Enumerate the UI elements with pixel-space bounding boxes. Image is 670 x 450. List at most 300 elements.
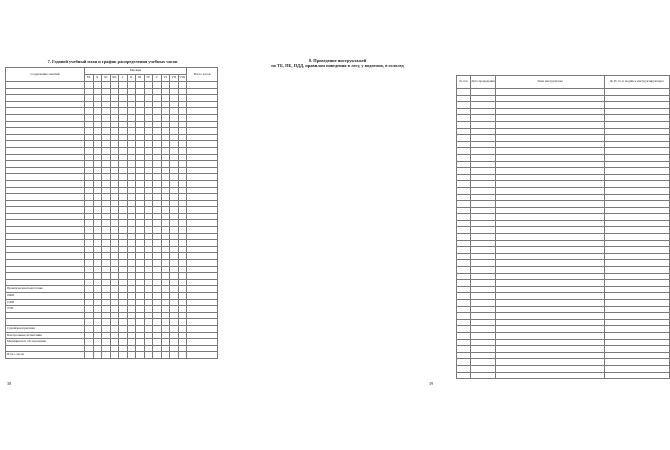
- plan-cell: [127, 200, 136, 207]
- plan-cell: [144, 325, 153, 332]
- plan-cell: [153, 260, 162, 267]
- plan-cell: [93, 319, 102, 326]
- instruction-cell: [457, 194, 471, 201]
- instruction-cell: [457, 115, 471, 122]
- plan-row-label: [6, 246, 85, 253]
- instruction-cell: [471, 326, 496, 333]
- instruction-row: [457, 89, 670, 96]
- instruction-cell: [496, 121, 605, 128]
- instruction-cell: [457, 359, 471, 366]
- month-header: V: [153, 75, 162, 82]
- instruction-cell: [496, 128, 605, 135]
- instruction-row: [457, 187, 670, 194]
- plan-cell: [127, 161, 136, 168]
- plan-cell: [153, 147, 162, 154]
- plan-cell: [85, 293, 94, 300]
- plan-cell: [110, 332, 119, 339]
- plan-cell: [187, 319, 218, 326]
- plan-cell: [187, 154, 218, 161]
- instruction-row: [457, 168, 670, 175]
- plan-cell: [85, 88, 94, 95]
- plan-cell: [178, 253, 187, 260]
- instruction-cell: [471, 108, 496, 115]
- instruction-cell: [457, 108, 471, 115]
- plan-cell: [119, 147, 128, 154]
- plan-cell: [187, 260, 218, 267]
- plan-cell: [144, 95, 153, 102]
- plan-cell: [144, 128, 153, 135]
- plan-cell: [170, 319, 179, 326]
- instruction-cell: [471, 359, 496, 366]
- plan-cell: [170, 207, 179, 214]
- plan-cell: [110, 88, 119, 95]
- plan-row-label: [6, 141, 85, 148]
- plan-cell: [170, 339, 179, 346]
- plan-row: [6, 121, 218, 128]
- plan-row-label: Медицинское обследование: [6, 339, 85, 346]
- plan-cell: [161, 345, 170, 352]
- instruction-cell: [496, 313, 605, 320]
- plan-cell: [102, 167, 111, 174]
- plan-cell: [144, 260, 153, 267]
- instruction-cell: [471, 194, 496, 201]
- plan-cell: [170, 154, 179, 161]
- plan-cell: [153, 332, 162, 339]
- plan-cell: [119, 187, 128, 194]
- plan-row: [6, 141, 218, 148]
- plan-cell: [187, 95, 218, 102]
- plan-cell: [110, 306, 119, 313]
- instruction-cell: [496, 339, 605, 346]
- plan-cell: [136, 325, 145, 332]
- plan-cell: [161, 306, 170, 313]
- plan-cell: [93, 141, 102, 148]
- plan-cell: [136, 266, 145, 273]
- plan-cell: [85, 121, 94, 128]
- plan-cell: [170, 227, 179, 234]
- instruction-cell: [471, 207, 496, 214]
- instruction-cell: [457, 214, 471, 221]
- plan-cell: [119, 101, 128, 108]
- plan-cell: [93, 200, 102, 207]
- plan-cell: [178, 187, 187, 194]
- instruction-cell: [605, 306, 670, 313]
- plan-cell: [110, 108, 119, 115]
- instruction-cell: [457, 313, 471, 320]
- plan-cell: [93, 187, 102, 194]
- plan-cell: [102, 154, 111, 161]
- plan-row-label: [6, 88, 85, 95]
- instruction-cell: [605, 181, 670, 188]
- plan-cell: [153, 134, 162, 141]
- instruction-cell: [605, 234, 670, 241]
- plan-cell: [161, 299, 170, 306]
- plan-cell: [178, 345, 187, 352]
- left-page: [0, 0, 225, 450]
- plan-cell: [187, 180, 218, 187]
- instruction-cell: [471, 319, 496, 326]
- instruction-cell: [457, 253, 471, 260]
- month-header: XI: [102, 75, 111, 82]
- plan-row: [6, 246, 218, 253]
- instruction-cell: [471, 306, 496, 313]
- plan-cell: [187, 279, 218, 286]
- plan-cell: [144, 299, 153, 306]
- plan-cell: [102, 174, 111, 181]
- plan-cell: [85, 339, 94, 346]
- plan-cell: [119, 279, 128, 286]
- instruction-cell: [496, 240, 605, 247]
- plan-cell: [161, 101, 170, 108]
- plan-cell: [136, 207, 145, 214]
- plan-cell: [144, 253, 153, 260]
- plan-cell: [136, 279, 145, 286]
- plan-cell: [170, 332, 179, 339]
- plan-cell: [93, 167, 102, 174]
- plan-cell: [85, 273, 94, 280]
- plan-cell: [144, 352, 153, 359]
- plan-cell: [119, 253, 128, 260]
- plan-cell: [102, 147, 111, 154]
- plan-cell: [144, 312, 153, 319]
- plan-cell: [102, 207, 111, 214]
- plan-row-label: [6, 82, 85, 89]
- plan-cell: [102, 88, 111, 95]
- plan-cell: [102, 240, 111, 247]
- instruction-cell: [496, 326, 605, 333]
- instruction-cell: [457, 207, 471, 214]
- plan-row-label: Итого часов: [6, 352, 85, 359]
- instruction-cell: [605, 89, 670, 96]
- plan-cell: [161, 266, 170, 273]
- plan-cell: [110, 213, 119, 220]
- plan-cell: [110, 345, 119, 352]
- plan-cell: [102, 194, 111, 201]
- instruction-cell: [457, 286, 471, 293]
- plan-cell: [161, 154, 170, 161]
- plan-cell: [136, 134, 145, 141]
- instruction-cell: [471, 174, 496, 181]
- plan-row-label: [6, 174, 85, 181]
- plan-cell: [161, 128, 170, 135]
- plan-cell: [170, 82, 179, 89]
- plan-row-label: [6, 273, 85, 280]
- plan-cell: [170, 180, 179, 187]
- plan-row: [6, 339, 218, 346]
- plan-cell: [178, 200, 187, 207]
- plan-cell: [93, 260, 102, 267]
- plan-cell: [102, 319, 111, 326]
- plan-cell: [93, 306, 102, 313]
- instruction-cell: [471, 247, 496, 254]
- plan-cell: [85, 194, 94, 201]
- instruction-cell: [605, 346, 670, 353]
- plan-cell: [178, 266, 187, 273]
- plan-cell: [127, 312, 136, 319]
- plan-cell: [93, 246, 102, 253]
- plan-row: [6, 220, 218, 227]
- plan-cell: [110, 187, 119, 194]
- plan-cell: [161, 141, 170, 148]
- plan-row-label: [6, 180, 85, 187]
- plan-row-label: [6, 260, 85, 267]
- plan-row-label: [6, 200, 85, 207]
- instruction-cell: [471, 95, 496, 102]
- instruction-cell: [605, 194, 670, 201]
- month-header: VII: [170, 75, 179, 82]
- plan-row: [6, 293, 218, 300]
- instruction-cell: [496, 247, 605, 254]
- plan-cell: [178, 306, 187, 313]
- instruction-row: [457, 148, 670, 155]
- instruction-cell: [496, 234, 605, 241]
- plan-cell: [187, 220, 218, 227]
- plan-row-label: [6, 213, 85, 220]
- plan-cell: [170, 200, 179, 207]
- plan-cell: [85, 253, 94, 260]
- plan-row: [6, 167, 218, 174]
- plan-cell: [93, 325, 102, 332]
- instruction-cell: [605, 148, 670, 155]
- plan-cell: [153, 101, 162, 108]
- instruction-cell: [496, 306, 605, 313]
- instruction-row: [457, 339, 670, 346]
- plan-cell: [127, 180, 136, 187]
- instruction-cell: [605, 332, 670, 339]
- plan-cell: [161, 167, 170, 174]
- plan-cell: [85, 141, 94, 148]
- plan-cell: [178, 213, 187, 220]
- plan-cell: [187, 167, 218, 174]
- months-group-header: Месяцы: [85, 68, 187, 75]
- plan-cell: [85, 227, 94, 234]
- instruction-cell: [496, 253, 605, 260]
- instruction-cell: [496, 293, 605, 300]
- instruction-cell: [457, 181, 471, 188]
- plan-cell: [127, 227, 136, 234]
- plan-cell: [170, 253, 179, 260]
- plan-cell: [178, 82, 187, 89]
- instruction-cell: [496, 141, 605, 148]
- instruction-row: [457, 115, 670, 122]
- plan-cell: [85, 95, 94, 102]
- plan-cell: [85, 174, 94, 181]
- plan-cell: [153, 299, 162, 306]
- instruction-row: [457, 372, 670, 379]
- plan-cell: [136, 273, 145, 280]
- plan-cell: [136, 260, 145, 267]
- plan-cell: [170, 167, 179, 174]
- instruction-cell: [457, 161, 471, 168]
- plan-cell: [178, 246, 187, 253]
- plan-cell: [110, 325, 119, 332]
- instruction-cell: [605, 247, 670, 254]
- plan-cell: [153, 174, 162, 181]
- plan-cell: [102, 134, 111, 141]
- plan-row-label: [6, 187, 85, 194]
- instruction-cell: [457, 174, 471, 181]
- plan-cell: [127, 279, 136, 286]
- plan-cell: [136, 187, 145, 194]
- instruction-cell: [605, 168, 670, 175]
- instruction-row: [457, 207, 670, 214]
- plan-cell: [93, 82, 102, 89]
- instruction-cell: [496, 260, 605, 267]
- month-header: VIII: [178, 75, 187, 82]
- plan-row: [6, 345, 218, 352]
- plan-cell: [136, 128, 145, 135]
- plan-cell: [153, 154, 162, 161]
- plan-cell: [136, 200, 145, 207]
- plan-cell: [178, 233, 187, 240]
- plan-cell: [119, 128, 128, 135]
- instruction-cell: [605, 240, 670, 247]
- plan-cell: [178, 273, 187, 280]
- plan-cell: [170, 147, 179, 154]
- plan-cell: [187, 141, 218, 148]
- month-header: VI: [161, 75, 170, 82]
- plan-cell: [170, 293, 179, 300]
- plan-cell: [161, 260, 170, 267]
- plan-cell: [187, 266, 218, 273]
- plan-cell: [102, 306, 111, 313]
- instruction-cell: [496, 115, 605, 122]
- plan-cell: [187, 339, 218, 346]
- plan-cell: [85, 240, 94, 247]
- plan-cell: [119, 194, 128, 201]
- plan-cell: [136, 240, 145, 247]
- plan-cell: [187, 213, 218, 220]
- plan-cell: [102, 141, 111, 148]
- plan-cell: [187, 299, 218, 306]
- instruction-cell: [605, 253, 670, 260]
- plan-row: [6, 299, 218, 306]
- plan-row: [6, 82, 218, 89]
- plan-cell: [178, 180, 187, 187]
- plan-cell: [161, 332, 170, 339]
- plan-cell: [161, 82, 170, 89]
- instruction-cell: [471, 168, 496, 175]
- plan-cell: [178, 161, 187, 168]
- plan-row: [6, 332, 218, 339]
- plan-cell: [144, 147, 153, 154]
- instruction-row: [457, 300, 670, 307]
- instruction-cell: [457, 247, 471, 254]
- instruction-cell: [605, 161, 670, 168]
- instruction-row: [457, 154, 670, 161]
- plan-cell: [127, 128, 136, 135]
- instruction-cell: [471, 260, 496, 267]
- plan-cell: [153, 246, 162, 253]
- instruction-cell: [496, 161, 605, 168]
- plan-row: [6, 207, 218, 214]
- month-header: XII: [110, 75, 119, 82]
- plan-cell: [110, 220, 119, 227]
- plan-cell: [102, 312, 111, 319]
- instruction-cell: [605, 115, 670, 122]
- plan-cell: [85, 108, 94, 115]
- instruction-cell: [605, 339, 670, 346]
- plan-cell: [178, 167, 187, 174]
- plan-row: [6, 266, 218, 273]
- plan-cell: [170, 108, 179, 115]
- plan-row: [6, 260, 218, 267]
- instruction-cell: [496, 168, 605, 175]
- plan-cell: [187, 121, 218, 128]
- instruction-cell: [496, 280, 605, 287]
- plan-cell: [102, 286, 111, 293]
- plan-cell: [127, 101, 136, 108]
- instruction-cell: [471, 273, 496, 280]
- plan-row-label: Контрольные испытания: [6, 332, 85, 339]
- plan-cell: [119, 260, 128, 267]
- plan-row: [6, 273, 218, 280]
- plan-cell: [93, 95, 102, 102]
- plan-cell: [127, 134, 136, 141]
- plan-row: [6, 200, 218, 207]
- plan-row-label: [6, 128, 85, 135]
- instruction-cell: [496, 174, 605, 181]
- plan-cell: [144, 187, 153, 194]
- plan-cell: [187, 293, 218, 300]
- plan-row: [6, 286, 218, 293]
- plan-cell: [127, 220, 136, 227]
- plan-row: [6, 306, 218, 313]
- plan-cell: [110, 161, 119, 168]
- instruction-row: [457, 194, 670, 201]
- plan-cell: [110, 147, 119, 154]
- instruction-cell: [605, 108, 670, 115]
- plan-cell: [178, 339, 187, 346]
- plan-cell: [153, 108, 162, 115]
- plan-cell: [110, 154, 119, 161]
- plan-cell: [144, 332, 153, 339]
- plan-cell: [136, 306, 145, 313]
- plan-cell: [178, 95, 187, 102]
- instruction-cell: [496, 148, 605, 155]
- plan-cell: [119, 207, 128, 214]
- instruction-row: [457, 346, 670, 353]
- plan-cell: [127, 253, 136, 260]
- plan-cell: [178, 194, 187, 201]
- plan-cell: [161, 339, 170, 346]
- instruction-cell: [496, 273, 605, 280]
- plan-cell: [170, 220, 179, 227]
- page-number: 38: [7, 381, 12, 386]
- plan-cell: [110, 293, 119, 300]
- plan-cell: [153, 194, 162, 201]
- plan-cell: [144, 266, 153, 273]
- plan-row: [6, 213, 218, 220]
- plan-row: [6, 194, 218, 201]
- instruction-cell: [496, 286, 605, 293]
- instruction-cell: [457, 89, 471, 96]
- plan-cell: [187, 161, 218, 168]
- plan-cell: [102, 121, 111, 128]
- plan-row: [6, 352, 218, 359]
- instruction-row: [457, 267, 670, 274]
- plan-cell: [110, 101, 119, 108]
- instruction-cell: [471, 227, 496, 234]
- instruction-cell: [457, 300, 471, 307]
- plan-cell: [102, 345, 111, 352]
- plan-cell: [110, 266, 119, 273]
- plan-cell: [187, 187, 218, 194]
- plan-cell: [153, 95, 162, 102]
- plan-cell: [170, 134, 179, 141]
- plan-row-label: [6, 227, 85, 234]
- plan-cell: [153, 306, 162, 313]
